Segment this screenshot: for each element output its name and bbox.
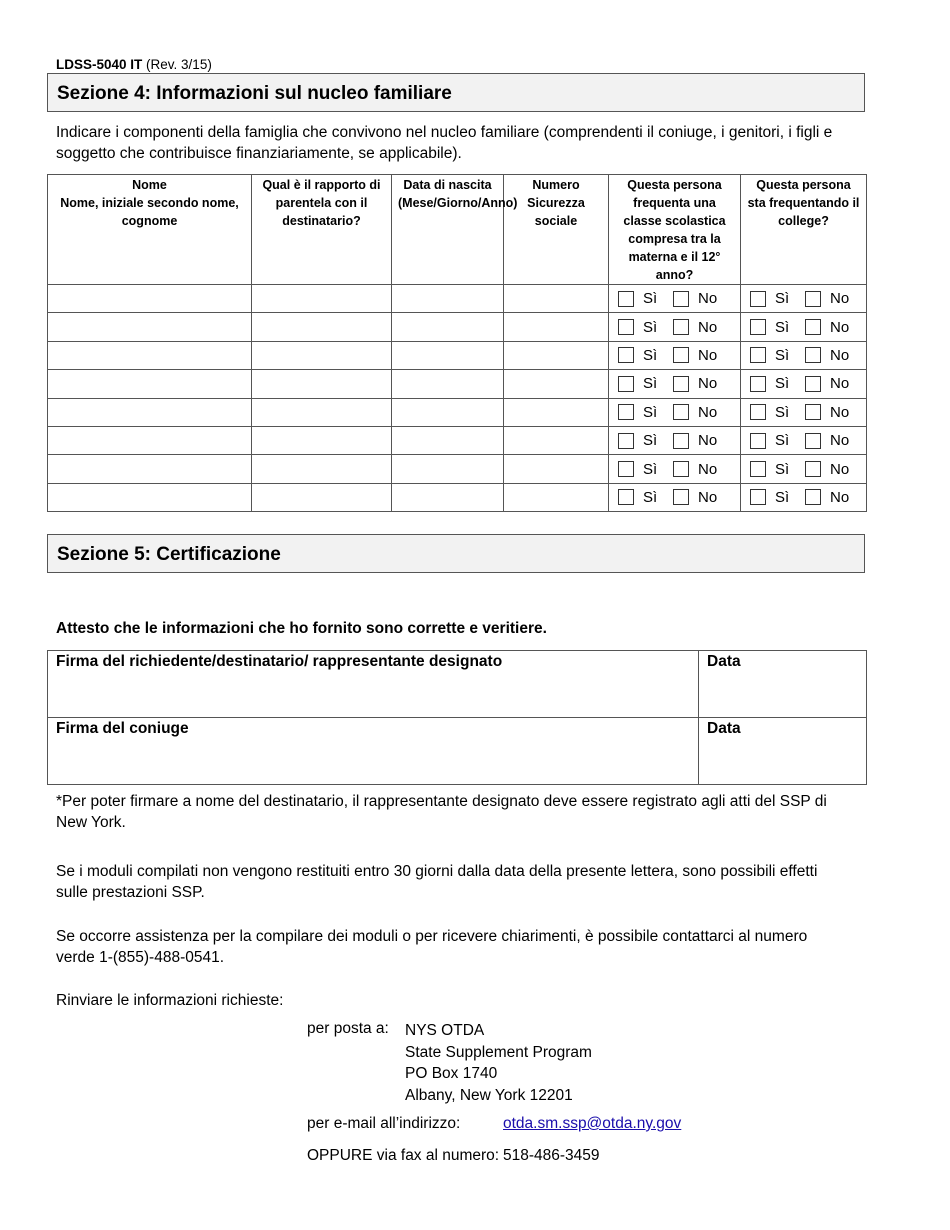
table-row [48, 483, 867, 511]
ssn-cell[interactable] [504, 341, 609, 369]
school-no-checkbox[interactable] [673, 347, 689, 363]
mail-line: NYS OTDA [405, 1022, 485, 1039]
school-yes-no: Sì No [609, 319, 740, 336]
assistance-note: Se occorre assistenza per la compilare dei moduli o per ricevere chiarimenti, è possibile contattarci al numero verde 1-(855)-488-0541. [56, 928, 808, 966]
college-no-checkbox[interactable] [805, 433, 821, 449]
college-no-checkbox[interactable] [805, 489, 821, 505]
college-yes-checkbox[interactable] [750, 404, 766, 420]
college-yes-no: Sì No [741, 347, 866, 364]
deadline-note: Se i moduli compilati non vengono restituiti entro 30 giorni dalla data della presente lettera, sono possibili effetti sulle prestazioni SSP. [56, 863, 818, 901]
relationship-cell[interactable] [252, 398, 392, 426]
school-cell [609, 313, 741, 341]
section5-title: Sezione 5: Certificazione [47, 534, 865, 573]
dob-cell[interactable] [392, 285, 504, 313]
mail-label: per posta a: [307, 1020, 389, 1037]
school-yes-checkbox[interactable] [618, 461, 634, 477]
ssn-cell[interactable] [504, 398, 609, 426]
school-yes-no: Sì No [609, 290, 740, 307]
dob-cell[interactable] [392, 483, 504, 511]
household-table [47, 174, 867, 512]
school-no-checkbox[interactable] [673, 376, 689, 392]
school-yes-checkbox[interactable] [618, 489, 634, 505]
fax-label: OPPURE via fax al numero: [307, 1147, 500, 1164]
email-link[interactable]: otda.sm.ssp@otda.ny.gov [503, 1115, 682, 1132]
name-cell[interactable] [48, 483, 252, 511]
mail-line: State Supplement Program [405, 1043, 592, 1061]
school-yes-checkbox[interactable] [618, 291, 634, 307]
ssn-cell[interactable] [504, 455, 609, 483]
name-cell[interactable] [48, 426, 252, 454]
dob-cell[interactable] [392, 313, 504, 341]
college-no-checkbox[interactable] [805, 291, 821, 307]
return-instruction: Rinviare le informazioni richieste: [56, 992, 284, 1009]
mail-address [405, 1020, 592, 1106]
school-cell [609, 285, 741, 313]
college-no-checkbox[interactable] [805, 461, 821, 477]
section4-intro: Indicare i componenti della famiglia che convivono nel nucleo familiare (comprendenti il coniuge, i genitori, i figli e soggetto che contribuisce finanziariamente, se applicabile). [56, 124, 833, 162]
attestation: Attesto che le informazioni che ho fornito sono corrette e veritiere. [56, 620, 547, 637]
school-yes-checkbox[interactable] [618, 319, 634, 335]
table-row [48, 341, 867, 369]
school-no-checkbox[interactable] [673, 404, 689, 420]
col-ssn: Numero Sicurezza sociale [504, 175, 609, 285]
table-row [48, 285, 867, 313]
college-yes-no: Sì No [741, 432, 866, 449]
ssn-cell[interactable] [504, 483, 609, 511]
col-relationship: Qual è il rapporto di parentela con il destinatario? [252, 175, 392, 285]
college-cell [741, 285, 867, 313]
dob-cell[interactable] [392, 398, 504, 426]
school-no-checkbox[interactable] [673, 489, 689, 505]
school-yes-no: Sì No [609, 347, 740, 364]
college-yes-checkbox[interactable] [750, 489, 766, 505]
dob-cell[interactable] [392, 370, 504, 398]
representative-note: *Per poter firmare a nome del destinatario, il rappresentante designato deve essere registrato agli atti del SSP di New York. [56, 793, 827, 831]
fax-number: 518-486-3459 [503, 1147, 600, 1164]
school-yes-checkbox[interactable] [618, 347, 634, 363]
name-cell[interactable] [48, 370, 252, 398]
college-cell [741, 370, 867, 398]
college-no-checkbox[interactable] [805, 404, 821, 420]
college-cell [741, 455, 867, 483]
ssn-cell[interactable] [504, 313, 609, 341]
table-row [48, 426, 867, 454]
school-yes-no: Sì No [609, 489, 740, 506]
ssn-cell[interactable] [504, 370, 609, 398]
school-yes-no: Sì No [609, 375, 740, 392]
form-number: LDSS-5040 IT [56, 57, 143, 72]
school-cell [609, 370, 741, 398]
school-yes-checkbox[interactable] [618, 404, 634, 420]
dob-cell[interactable] [392, 426, 504, 454]
section4-title: Sezione 4: Informazioni sul nucleo familiare [47, 73, 865, 112]
school-yes-checkbox[interactable] [618, 376, 634, 392]
college-yes-checkbox[interactable] [750, 376, 766, 392]
college-yes-checkbox[interactable] [750, 461, 766, 477]
college-cell [741, 483, 867, 511]
college-yes-no: Sì No [741, 461, 866, 478]
college-yes-checkbox[interactable] [750, 319, 766, 335]
relationship-cell[interactable] [252, 426, 392, 454]
college-no-checkbox[interactable] [805, 319, 821, 335]
table-row [48, 370, 867, 398]
college-yes-no: Sì No [741, 319, 866, 336]
school-no-checkbox[interactable] [673, 461, 689, 477]
applicant-date-field[interactable]: Data [699, 651, 867, 718]
applicant-signature-field[interactable]: Firma del richiedente/destinatario/ rappresentante designato [48, 651, 699, 718]
name-cell[interactable] [48, 313, 252, 341]
relationship-cell[interactable] [252, 313, 392, 341]
mail-line: PO Box 1740 [405, 1065, 498, 1082]
school-cell [609, 426, 741, 454]
college-yes-no: Sì No [741, 404, 866, 421]
school-cell [609, 455, 741, 483]
col-college: Questa persona sta frequentando il college? [741, 175, 867, 285]
school-yes-no: Sì No [609, 432, 740, 449]
college-yes-no: Sì No [741, 489, 866, 506]
school-no-checkbox[interactable] [673, 319, 689, 335]
college-cell [741, 341, 867, 369]
relationship-cell[interactable] [252, 285, 392, 313]
table-row [48, 398, 867, 426]
college-yes-checkbox[interactable] [750, 433, 766, 449]
signature-table [47, 650, 867, 785]
form-revision: (Rev. 3/15) [146, 57, 212, 72]
college-no-checkbox[interactable] [805, 347, 821, 363]
ssn-cell[interactable] [504, 426, 609, 454]
college-no-checkbox[interactable] [805, 376, 821, 392]
col-dob: Data di nascita (Mese/Giorno/Anno) [392, 175, 504, 285]
form-id [56, 57, 212, 72]
col-name: Nome Nome, iniziale secondo nome, cognome [48, 175, 252, 285]
school-yes-no: Sì No [609, 404, 740, 421]
ssn-cell[interactable] [504, 285, 609, 313]
name-cell[interactable] [48, 398, 252, 426]
dob-cell[interactable] [392, 455, 504, 483]
email-label: per e-mail all’indirizzo: [307, 1115, 461, 1132]
relationship-cell[interactable] [252, 455, 392, 483]
relationship-cell[interactable] [252, 483, 392, 511]
table-row [48, 455, 867, 483]
school-no-checkbox[interactable] [673, 291, 689, 307]
college-cell [741, 426, 867, 454]
name-cell[interactable] [48, 455, 252, 483]
mail-line: Albany, New York 12201 [405, 1086, 573, 1104]
school-cell [609, 341, 741, 369]
table-row [48, 313, 867, 341]
relationship-cell[interactable] [252, 341, 392, 369]
school-yes-no: Sì No [609, 461, 740, 478]
relationship-cell[interactable] [252, 370, 392, 398]
dob-cell[interactable] [392, 341, 504, 369]
school-no-checkbox[interactable] [673, 433, 689, 449]
spouse-signature-field[interactable]: Firma del coniuge [48, 718, 699, 785]
name-cell[interactable] [48, 285, 252, 313]
school-yes-checkbox[interactable] [618, 433, 634, 449]
college-yes-no: Sì No [741, 290, 866, 307]
school-cell [609, 398, 741, 426]
name-cell[interactable] [48, 341, 252, 369]
college-cell [741, 313, 867, 341]
college-cell [741, 398, 867, 426]
college-yes-checkbox[interactable] [750, 347, 766, 363]
college-yes-checkbox[interactable] [750, 291, 766, 307]
col-school: Questa persona frequenta una classe scolastica compresa tra la materna e il 12° anno? [609, 175, 741, 285]
spouse-date-field[interactable]: Data [699, 718, 867, 785]
school-cell [609, 483, 741, 511]
college-yes-no: Sì No [741, 375, 866, 392]
